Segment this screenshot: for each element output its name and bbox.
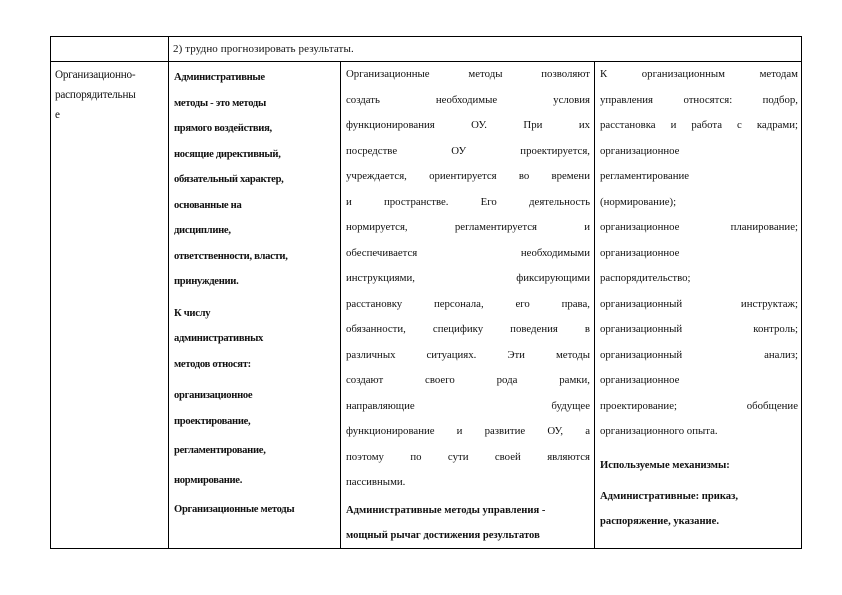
- list-item: организационное: [174, 390, 253, 401]
- text-line: посредстве ОУ проектируется,: [346, 144, 590, 157]
- text-line: регламентирование: [600, 170, 690, 182]
- methods-table: [50, 36, 802, 549]
- text-line: создать необходимые условия: [346, 93, 590, 106]
- text-line: прямого воздействия,: [174, 123, 272, 134]
- method-type-cell: [51, 62, 169, 549]
- admin-methods-note: [346, 496, 590, 548]
- top-row-cell: [169, 37, 802, 62]
- text-line: носящие директивный,: [174, 148, 281, 160]
- text-line: Организационно-: [55, 69, 136, 81]
- text-line: распорядительны: [55, 89, 136, 101]
- text-line: К организационным методам: [600, 68, 798, 80]
- text-line: распорядительство;: [600, 272, 691, 284]
- text-line: обязанности, специфику поведения в: [346, 323, 590, 335]
- text-line: мощный рычаг достижения результатов: [346, 529, 540, 541]
- list-item: регламентирование,: [174, 445, 266, 456]
- text-line: функционирования ОУ. При их: [346, 119, 590, 131]
- text-line: расстановка и работа с кадрами;: [600, 119, 798, 131]
- list-item: нормирование.: [174, 474, 243, 486]
- text-line: Организационные методы позволяют: [346, 68, 590, 80]
- text-line: е: [55, 109, 60, 121]
- text-line: и пространстве. Его деятельность: [346, 195, 590, 208]
- text-line: поэтому по сути своей являются: [346, 450, 590, 463]
- text-line: учреждается, ориентируется во времени: [346, 170, 590, 182]
- text-line: распоряжение, указание.: [600, 515, 720, 527]
- text-line: методов относят:: [174, 358, 251, 370]
- method-list-text: [595, 62, 801, 534]
- text-line: управления относятся: подбор,: [600, 93, 798, 106]
- definition-cell: [169, 62, 341, 549]
- text-line: методы - это методы: [174, 97, 266, 109]
- text-line: организационное: [600, 374, 680, 386]
- text-line: организационное планирование;: [600, 221, 798, 233]
- text-line: организационное: [600, 246, 680, 259]
- text-line: (нормирование);: [600, 195, 677, 208]
- empty-cell: [51, 37, 169, 62]
- text-line: организационный контроль;: [600, 323, 798, 335]
- organizational-methods-cell: [341, 62, 595, 549]
- mechanisms-title: Используемые механизмы:: [600, 459, 730, 471]
- text-line: организационный инструктаж;: [600, 297, 798, 310]
- list-item: проектирование,: [174, 415, 251, 427]
- text-line: Административные: [174, 72, 265, 83]
- text-line: принуждении.: [174, 276, 239, 287]
- text-line: обязательный характер,: [174, 174, 284, 185]
- text-line: проектирование; обобщение: [600, 399, 798, 412]
- text-line: Административные: приказ,: [600, 490, 739, 502]
- text-line: ответственности, власти,: [174, 250, 288, 262]
- text-line: пассивными.: [346, 476, 406, 488]
- text-line: К числу: [174, 307, 211, 319]
- table-row: [51, 37, 802, 62]
- text-line: обеспечивается необходимыми: [346, 246, 590, 259]
- text-line: административных: [174, 333, 264, 344]
- text-line: функционирование и развитие ОУ, а: [346, 425, 590, 437]
- text-line: направляющие будущее: [346, 399, 590, 412]
- text-line: организационного опыта.: [600, 425, 718, 437]
- organizational-methods-text: [341, 62, 594, 548]
- text-line: организационное: [600, 144, 680, 157]
- mechanisms-list: [600, 478, 798, 534]
- text-line: различных ситуациях. Эти методы: [346, 348, 590, 361]
- list-item: Организационные методы: [174, 504, 295, 515]
- top-row-text: 2) трудно прогнозировать результаты.: [173, 43, 354, 55]
- text-line: основанные на: [174, 199, 242, 211]
- text-line: Административные методы управления -: [346, 504, 546, 516]
- text-line: организационный анализ;: [600, 348, 798, 361]
- text-line: нормируется, регламентируется и: [346, 221, 590, 233]
- text-line: создают своего рода рамки,: [346, 374, 590, 386]
- method-list-cell: [595, 62, 802, 549]
- text-line: инструкциями, фиксирующими: [346, 272, 590, 284]
- definition-text: [169, 62, 340, 523]
- table-row: [51, 62, 802, 549]
- text-line: дисциплине,: [174, 225, 231, 236]
- method-type-text: [51, 62, 168, 125]
- text-line: расстановку персонала, его права,: [346, 297, 590, 310]
